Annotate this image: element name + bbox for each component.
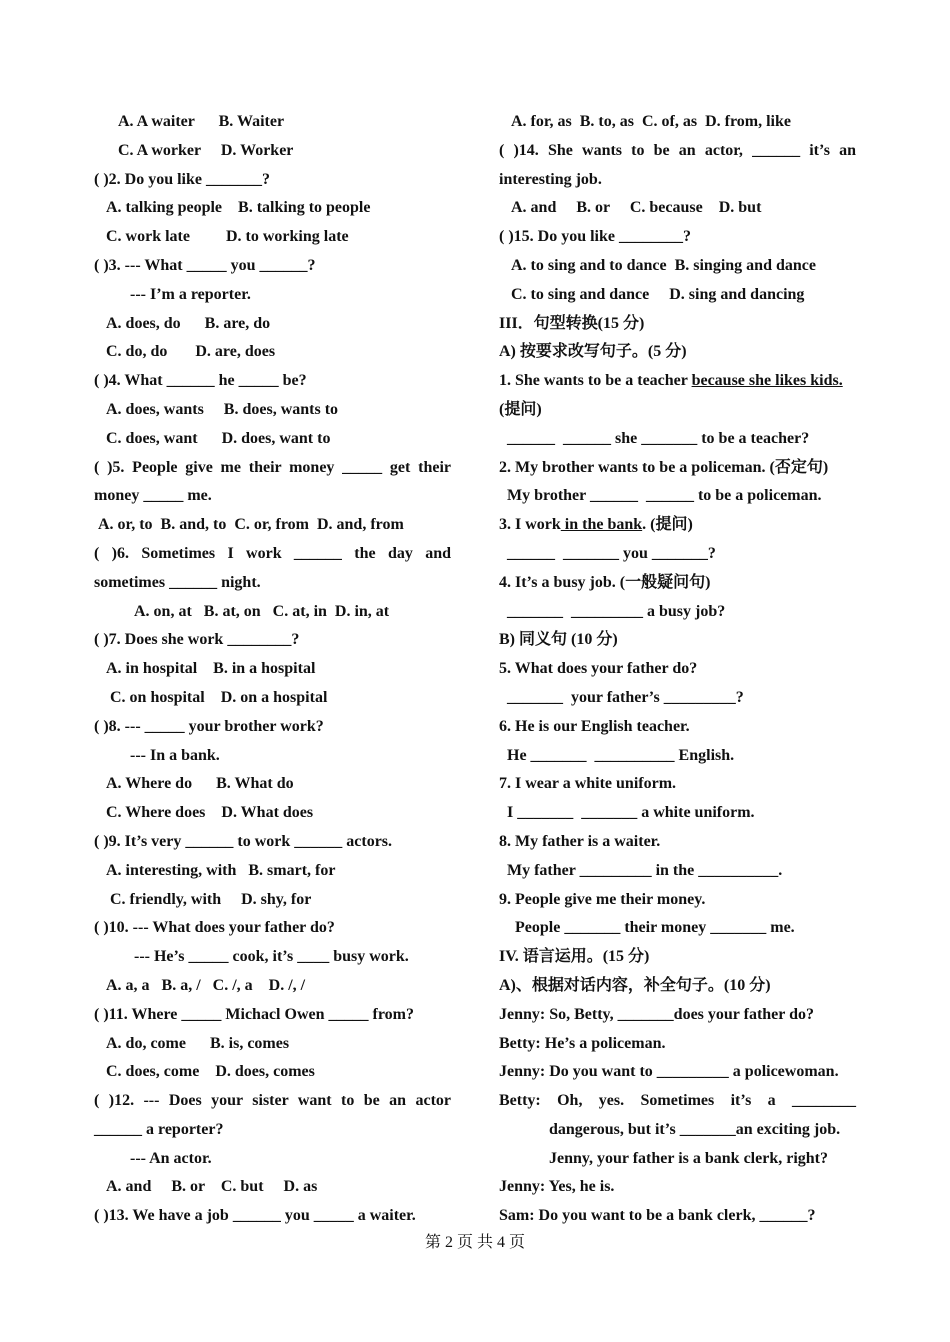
line-text: ( )10. --- What does your father do? [94,919,335,937]
line-text: (提问) [499,400,542,418]
text-line [499,569,856,598]
text-line [94,886,451,915]
text-line [499,425,856,454]
text-line [94,770,451,799]
text-line [94,194,451,223]
line-text: My father _________ in the __________. [507,861,783,879]
text-line [499,799,856,828]
line-text: A. and B. or C. because D. but [511,199,762,217]
line-text: Sam: Do you want to be a bank clerk, ______? [499,1207,816,1225]
line-text: A) 按要求改写句子。(5 分) [499,343,687,361]
line-text: 1. She wants to be a teacher [499,372,692,390]
line-text: People _______ their money _______ me. [515,919,795,937]
line-text: 8. My father is a waiter. [499,832,661,850]
line-text: B) 同义句 (10 分) [499,631,618,649]
line-text: money _____ me. [94,487,212,505]
line-text: My brother ______ ______ to be a policeman. [507,487,822,505]
text-line [499,540,856,569]
text-line [94,108,451,137]
text-line [94,482,451,511]
line-text: ( )8. --- _____ your brother work? [94,717,324,735]
line-text: A. A waiter B. Waiter [118,113,285,130]
page-footer: 第 2 页 共 4 页 [424,1234,525,1251]
line-text: interesting job. [499,170,602,188]
text-line [499,1030,856,1059]
line-text: A. to sing and to dance B. singing and dance [511,256,816,274]
text-line [499,252,856,281]
text-line [499,598,856,627]
line-text: 7. I wear a white uniform. [499,775,677,793]
text-line [94,454,451,483]
text-line [94,799,451,828]
text-line [94,223,451,252]
line-text: A. and B. or C. but D. as [106,1178,318,1196]
text-line [499,943,856,972]
text-line [499,655,856,684]
line-text: A. interesting, with B. smart, for [106,861,336,879]
right-column [499,108,856,1231]
line-text: ______ ______ she _______ to be a teacher? [507,429,810,447]
text-line [499,1202,856,1231]
line-text: --- An actor. [130,1149,212,1167]
text-line [94,569,451,598]
text-line [94,1173,451,1202]
text-line [499,828,856,857]
text-line [94,972,451,1001]
line-text: ( )11. Where _____ Michacl Owen _____ from? [94,1005,414,1023]
text-line [499,684,856,713]
line-text: A. or, to B. and, to C. or, from D. and, from [98,516,404,534]
text-line [94,857,451,886]
line-text: A. talking people B. talking to people [106,199,371,217]
text-line [94,396,451,425]
text-line [94,713,451,742]
text-line [499,1173,856,1202]
text-line [94,511,451,540]
text-line [94,655,451,684]
line-text: --- I’m a reporter. [130,285,251,303]
line-text: 9. People give me their money. [499,890,706,908]
line-text: --- He’s _____ cook, it’s ____ busy work. [134,948,409,966]
line-text: Betty: He’s a policeman. [499,1034,666,1052]
left-column [94,108,451,1231]
text-line [499,1087,856,1116]
line-text: Betty: Oh, yes. Sometimes it’s a ________ [499,1092,856,1110]
line-text: Jenny: So, Betty, _______does your father do? [499,1005,814,1023]
line-text: ( )14. She wants to be an actor, ______ it’s an [499,141,856,159]
line-text: C. friendly, with D. shy, for [110,890,312,908]
line-text: I _______ _______ a white uniform. [507,804,755,822]
line-text: 5. What does your father do? [499,660,698,678]
line-text: sometimes ______ night. [94,573,261,591]
text-line [94,1202,451,1231]
text-line [94,425,451,454]
underlined-text: in the bank [560,516,643,534]
text-line [499,1145,856,1174]
line-text: Jenny: Yes, he is. [499,1178,615,1196]
text-line [499,511,856,540]
text-line [499,194,856,223]
line-text: A. a, a B. a, / C. /, a D. /, / [106,976,306,994]
text-line [94,1087,451,1116]
line-text: ( )7. Does she work ________? [94,631,300,649]
line-text: III．句型转换(15 分) [499,314,645,332]
text-line [94,310,451,339]
text-line [94,943,451,972]
text-line [499,713,856,742]
line-text: C. on hospital D. on a hospital [110,688,328,706]
line-text: A. for, as B. to, as C. of, as D. from, like [511,113,791,130]
line-text: ( )4. What ______ he _____ be? [94,372,307,390]
line-text: C. do, do D. are, does [106,343,276,361]
line-text: He _______ __________ English. [507,746,735,764]
line-text: 3. I work [499,516,561,534]
line-text: A. does, wants B. does, wants to [106,400,339,418]
line-text: ( )12. --- Does your sister want to be an actor [94,1092,451,1110]
line-text: Jenny: Do you want to _________ a policewoman. [499,1063,839,1081]
text-line [94,828,451,857]
text-line [94,166,451,195]
line-text: ( )13. We have a job ______ you _____ a waiter. [94,1207,416,1225]
line-text: C. A worker D. Worker [118,141,294,159]
line-text: ______ a reporter? [94,1120,224,1138]
text-line [94,540,451,569]
text-line [499,137,856,166]
text-line [499,396,856,425]
line-text: _______ your father’s _________? [507,688,744,706]
line-text-tail: . (提问) [642,516,693,534]
text-line [94,914,451,943]
text-line [94,742,451,771]
text-line [499,281,856,310]
text-line [94,1116,451,1145]
line-text: C. Where does D. What does [106,804,314,822]
text-line [499,223,856,252]
text-line [94,1001,451,1030]
text-line [94,252,451,281]
text-line [499,166,856,195]
text-line [94,1030,451,1059]
line-text: _______ _________ a busy job? [507,602,726,620]
text-line [499,1058,856,1087]
line-text: A. in hospital B. in a hospital [106,660,316,678]
line-text: ( )2. Do you like _______? [94,170,270,188]
line-text: Jenny, your father is a bank clerk, right? [549,1149,828,1167]
text-line [94,626,451,655]
line-text: --- In a bank. [130,746,220,764]
line-text: dangerous, but it’s _______an exciting job. [549,1120,841,1138]
underlined-text: because she likes kids. [691,372,843,390]
line-text: ( )3. --- What _____ you ______? [94,256,316,274]
line-text: ______ _______ you _______? [507,544,716,562]
line-text: IV. 语言运用。(15 分) [499,948,650,966]
line-text: C. to sing and dance D. sing and dancing [511,285,805,303]
text-line [499,742,856,771]
line-text: C. does, want D. does, want to [106,429,331,447]
line-text: 2. My brother wants to be a policeman. (否定句) [499,458,829,476]
text-line [94,1145,451,1174]
text-line [499,886,856,915]
text-line [94,598,451,627]
line-text: A. do, come B. is, comes [106,1034,290,1052]
text-line [94,338,451,367]
text-line [499,108,856,137]
text-line [94,367,451,396]
text-line [94,684,451,713]
text-line [499,914,856,943]
line-text: A)、根据对话内容，补全句子。(10 分) [499,976,771,994]
text-line [499,972,856,1001]
text-line [499,1116,856,1145]
text-line [94,281,451,310]
line-text: ( )6. Sometimes I work ______ the day and [94,544,451,562]
text-line [499,857,856,886]
text-line [499,770,856,799]
line-text: C. work late D. to working late [106,228,349,246]
line-text: ( )9. It’s very ______ to work ______ actors. [94,832,393,850]
line-text: C. does, come D. does, comes [106,1063,315,1081]
text-line [499,482,856,511]
line-text: A. does, do B. are, do [106,314,271,332]
line-text: 4. It’s a busy job. (一般疑问句) [499,573,711,591]
text-line [499,338,856,367]
text-line [499,310,856,339]
line-text: ( )5. People give me their money _____ get their [94,458,451,476]
line-text: 6. He is our English teacher. [499,717,690,735]
line-text: ( )15. Do you like ________? [499,228,691,246]
text-line [499,1001,856,1030]
line-text: A. on, at B. at, on C. at, in D. in, at [134,602,390,620]
text-line [499,367,856,396]
text-line [94,137,451,166]
line-text: A. Where do B. What do [106,775,294,793]
text-line [499,626,856,655]
text-line [94,1058,451,1087]
text-line [499,454,856,483]
